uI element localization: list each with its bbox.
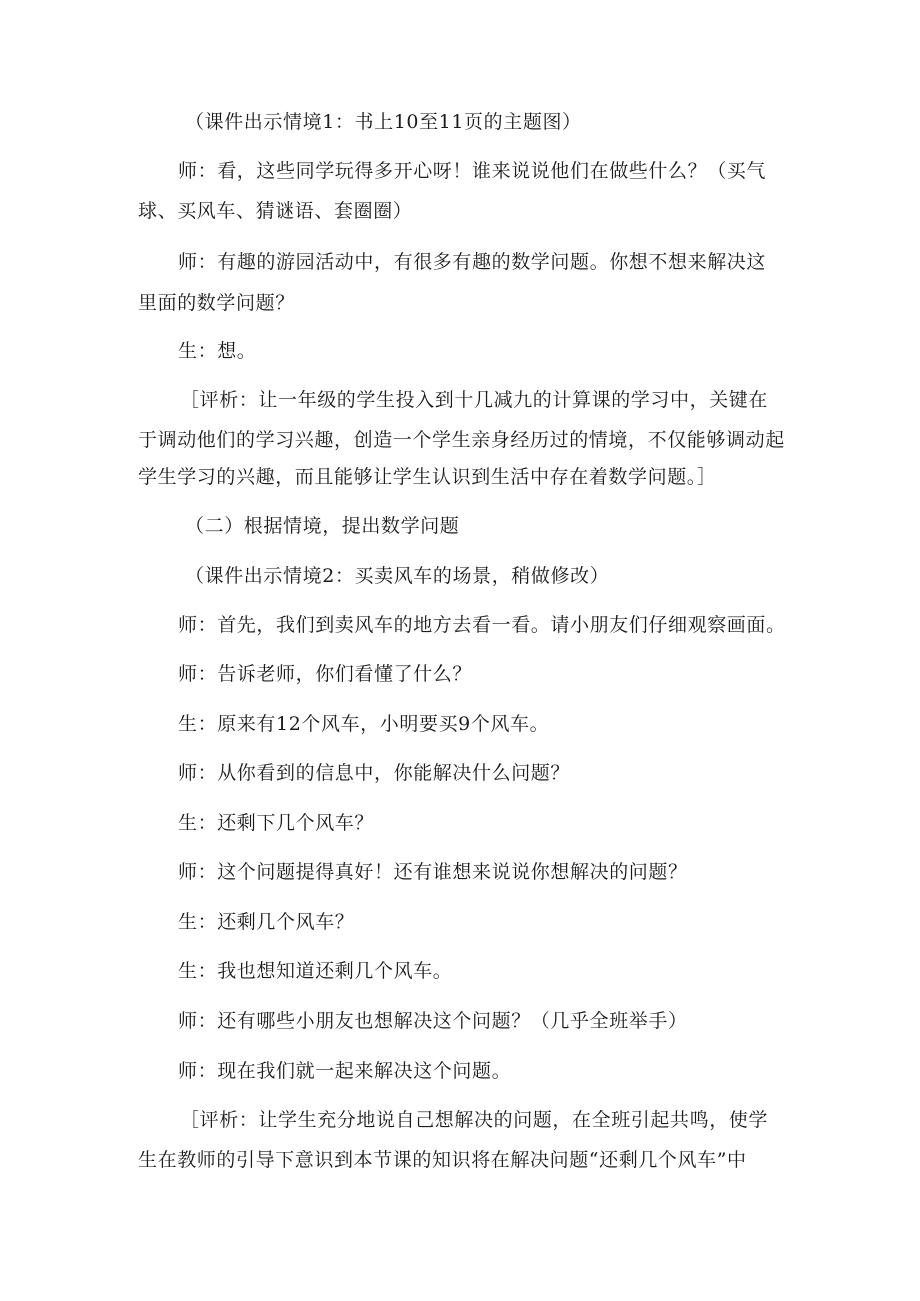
text-line-comment-1b: 于调动他们的学习兴趣，创造一个学生亲身经历过的情境，不仅能够调动起 bbox=[138, 429, 785, 451]
text-line-student-want: 生：想。 bbox=[178, 340, 257, 362]
text-line-student-12: 生：原来有12个风车，小明要买9个风车。 bbox=[178, 713, 550, 735]
text-line-activities: 球、买风车、猜谜语、套圈圈） bbox=[138, 200, 413, 222]
text-line-teacher-who: 师：还有哪些小朋友也想解决这个问题？（几乎全班举手） bbox=[178, 1010, 688, 1032]
text-line-teacher-look: 师：看，这些同学玩得多开心呀！谁来说说他们在做些什么？（买气 bbox=[178, 160, 767, 182]
text-line-math-problems: 里面的数学问题？ bbox=[138, 292, 295, 314]
text-line-comment-2a: ［评析：让学生充分地说自己想解决的问题，在全班引起共鸣，使学 bbox=[180, 1109, 769, 1131]
text-line-teacher-together: 师：现在我们就一起来解决这个问题。 bbox=[178, 1060, 512, 1082]
text-line-teacher-good: 师：这个问题提得真好！还有谁想来说说你想解决的问题？ bbox=[178, 861, 688, 883]
text-line-student-how-many: 生：还剩几个风车？ bbox=[178, 911, 355, 933]
text-line-comment-1c: 学生学习的兴趣，而且能够让学生认识到生活中存在着数学问题。］ bbox=[138, 466, 717, 488]
text-line-courseware-1: （课件出示情境1：书上10至11页的主题图） bbox=[185, 111, 582, 133]
text-line-teacher-fun: 师：有趣的游园活动中，有很多有趣的数学问题。你想不想来解决这 bbox=[178, 251, 767, 273]
text-line-teacher-tell: 师：告诉老师，你们看懂了什么？ bbox=[178, 663, 473, 685]
section-heading: （二）根据情境，提出数学问题 bbox=[185, 515, 460, 537]
text-line-student-remain: 生：还剩下几个风车？ bbox=[178, 812, 375, 834]
text-line-comment-1a: ［评析：让一年级的学生投入到十几减九的计算课的学习中，关键在 bbox=[180, 389, 769, 411]
text-line-teacher-info: 师：从你看到的信息中，你能解决什么问题？ bbox=[178, 762, 571, 784]
text-line-courseware-2: （课件出示情境2：买卖风车的场景，稍做修改） bbox=[185, 565, 610, 587]
text-line-comment-2b: 生在教师的引导下意识到本节课的知识将在解决问题“还剩几个风车”中 bbox=[138, 1149, 747, 1171]
text-line-student-also: 生：我也想知道还剩几个风车。 bbox=[178, 960, 453, 982]
text-line-teacher-first: 师：首先，我们到卖风车的地方去看一看。请小朋友们仔细观察画面。 bbox=[178, 614, 786, 636]
